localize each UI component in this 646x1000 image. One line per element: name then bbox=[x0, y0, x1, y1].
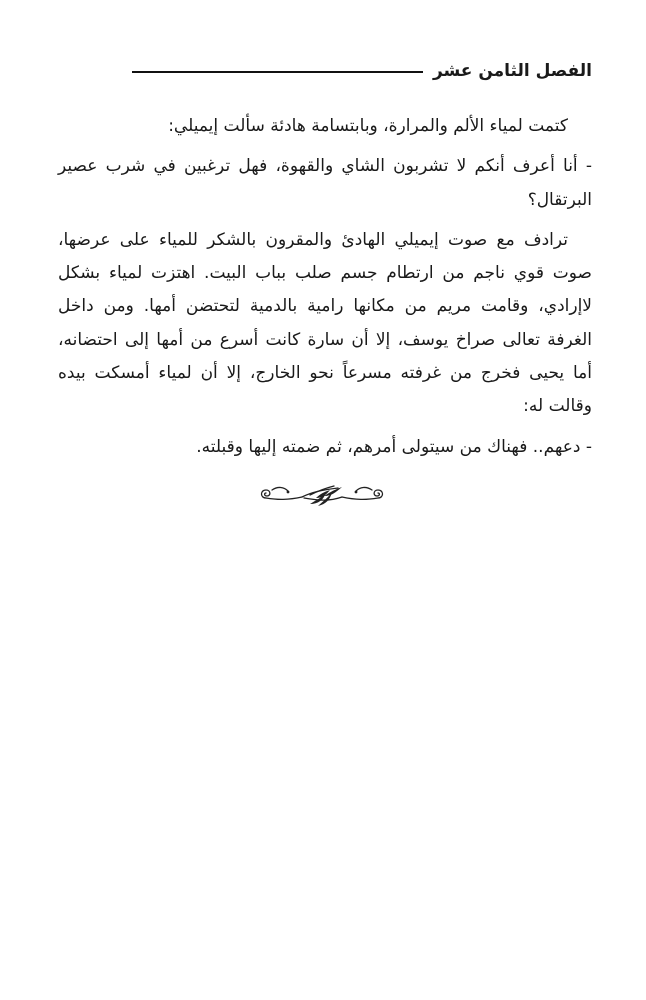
chapter-header bbox=[132, 56, 592, 86]
body-text bbox=[58, 110, 592, 471]
dialogue-paragraph: - أنا أعرف أنكم لا تشربون الشاي والقهوة، فهل ترغبين في شرب عصير البرتقال؟ bbox=[58, 156, 592, 210]
paragraph: كتمت لمياء الألم والمرارة، وبابتسامة هادئة سألت إيميلي: bbox=[168, 116, 568, 136]
header-rule bbox=[132, 71, 423, 73]
chapter-title: الفصل الثامن عشر bbox=[432, 61, 592, 81]
floral-divider-icon bbox=[258, 478, 386, 514]
dialogue-paragraph: - دعهم.. فهناك من سيتولى أمرهم، ثم ضمته إليها وقبلته. bbox=[196, 436, 592, 457]
paragraph: ترادف مع صوت إيميلي الهادئ والمقرون بالشكر للمياء على عرضها، صوت قوي ناجم من ارتطام جسم صلب بباب البيت. اهتزت لمياء بشكل لاإرادي، وقامت مريم من مكانها رامية بالدمية لتحتضن أمها. ومن داخل الغرفة تعالى صراخ يوسف، إلا أن سارة كانت أسرع من أمها إلى احتضانه، أما يحيى فخرج من غرفته مسرعاً نحو الخارج، إلا أن لمياء أمسكت بيده وقالت له: bbox=[58, 229, 592, 417]
